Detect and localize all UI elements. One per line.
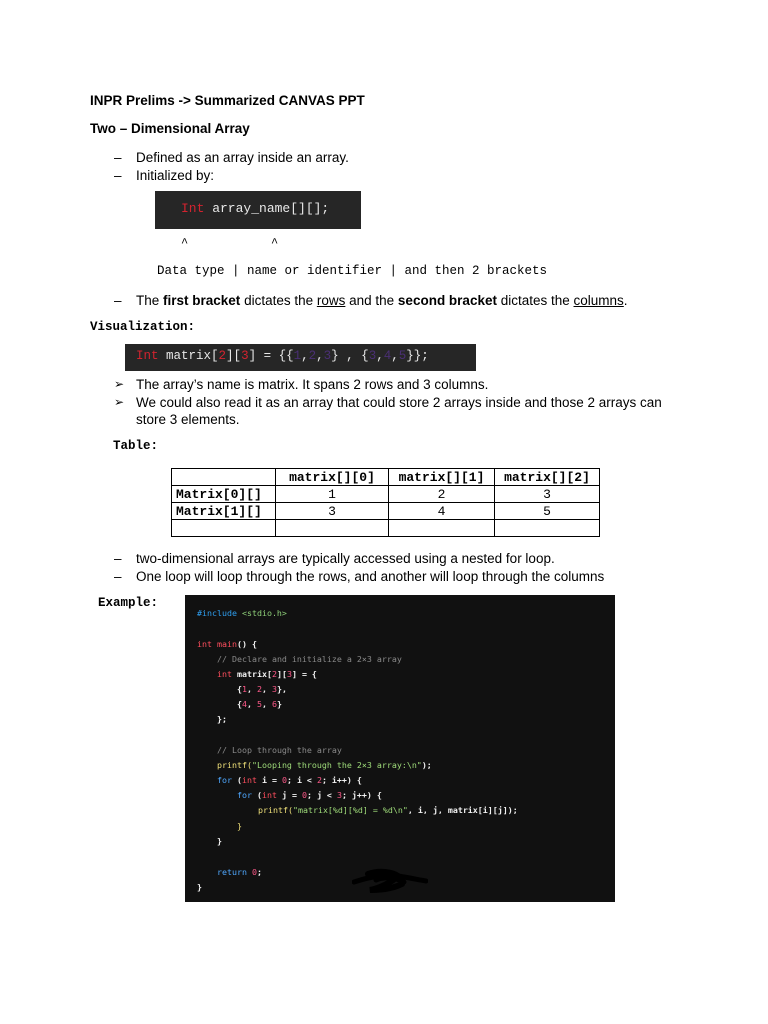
code-line: } xyxy=(197,882,202,892)
code-number: 3 xyxy=(323,349,332,363)
code-token: , xyxy=(262,684,272,694)
code-token: <stdio.h> xyxy=(241,608,287,618)
code-number: 5 xyxy=(398,349,407,363)
code-line xyxy=(217,867,262,877)
code-line xyxy=(237,684,287,694)
note-bold: second bracket xyxy=(397,293,497,308)
matrix-table xyxy=(171,468,600,537)
code-token: } xyxy=(277,699,282,709)
bracket-note xyxy=(136,293,628,308)
caret-marker: ^ xyxy=(181,236,189,250)
visualization-point: We could also read it as an array that could store 2 arrays inside and those 2 arrays can xyxy=(136,395,662,410)
bullet-mark: – xyxy=(114,150,122,165)
code-number: 2 xyxy=(308,349,317,363)
code-number: 4 xyxy=(383,349,392,363)
code-number: 2 xyxy=(218,349,227,363)
note-underline: columns xyxy=(573,293,624,308)
code-token: 3 xyxy=(272,684,277,694)
code-token: { xyxy=(237,699,242,709)
note-text: . xyxy=(623,293,628,308)
code-token: , xyxy=(247,684,257,694)
table-column-header: matrix[][1] xyxy=(389,469,495,486)
code-token: int xyxy=(217,669,237,679)
code-token: 2 xyxy=(257,684,262,694)
code-token: ); xyxy=(507,805,518,815)
bullet-text: Defined as an array inside an array. xyxy=(136,150,349,165)
code-token: 6 xyxy=(272,699,277,709)
table-row xyxy=(172,520,600,537)
note-text: and the xyxy=(345,293,398,308)
table-row-header: Matrix[0][] xyxy=(172,486,276,503)
code-text: ] = {{ xyxy=(248,349,294,363)
code-token: return xyxy=(217,867,252,877)
code-number: 3 xyxy=(368,349,377,363)
code-token: ] = { xyxy=(291,669,317,679)
table-row xyxy=(172,486,600,503)
bullet-text: Initialized by: xyxy=(136,168,215,183)
code-line: } xyxy=(217,836,222,846)
bullet-mark: – xyxy=(114,168,122,183)
table-cell xyxy=(276,520,389,537)
code-text: } , { xyxy=(331,349,369,363)
code-type-keyword: Int xyxy=(136,349,159,363)
code-declaration: array_name[][]; xyxy=(204,201,330,216)
code-type-keyword: Int xyxy=(181,201,205,216)
code-number: 3 xyxy=(241,349,249,363)
code-token: 2 xyxy=(316,775,322,785)
table-column-header: matrix[][2] xyxy=(495,469,600,486)
note-bold: first bracket xyxy=(163,293,241,308)
code-token: ; xyxy=(256,867,262,877)
code-token: ][ xyxy=(276,669,287,679)
code-line xyxy=(217,775,362,785)
bullet-mark: – xyxy=(114,293,122,308)
code-token: }, xyxy=(277,684,287,694)
bullet-text: One loop will loop through the rows, and another will loop through the columns xyxy=(136,569,605,584)
code-token: printf( xyxy=(217,760,252,770)
code-line xyxy=(258,805,518,815)
code-line xyxy=(237,699,282,709)
arrow-bullet-icon: ➢ xyxy=(114,377,125,391)
code-line: } xyxy=(237,821,242,831)
caret-marker: ^ xyxy=(271,236,279,250)
code-token: 0 xyxy=(301,790,307,800)
bullet-mark: – xyxy=(114,569,122,584)
code-line: }; xyxy=(217,714,227,724)
code-text: , xyxy=(391,349,399,363)
bullet-text: two-dimensional arrays are typically accessed using a nested for loop. xyxy=(136,551,555,566)
code-line xyxy=(237,790,382,800)
table-cell xyxy=(495,520,600,537)
code-token: main xyxy=(216,639,237,649)
table-cell: 4 xyxy=(389,503,495,520)
code-line: // Loop through the array xyxy=(217,745,342,755)
code-token: j = xyxy=(281,790,302,800)
code-token: , xyxy=(262,699,272,709)
code-line xyxy=(217,669,317,679)
table-cell: 3 xyxy=(495,486,600,503)
table-cell: 2 xyxy=(389,486,495,503)
code-token: matrix[i][j] xyxy=(447,805,508,815)
example-heading: Example: xyxy=(98,596,159,610)
table-row xyxy=(172,503,600,520)
code-token: i = xyxy=(261,775,282,785)
code-number: 1 xyxy=(293,349,302,363)
code-text: , xyxy=(301,349,309,363)
code-token: ( xyxy=(236,775,242,785)
code-token: ( xyxy=(256,790,262,800)
visualization-point: store 3 elements. xyxy=(136,412,240,427)
table-cell xyxy=(172,520,276,537)
code-text: , xyxy=(376,349,384,363)
code-token: #include xyxy=(197,608,242,618)
code-line: // Declare and initialize a 2×3 array xyxy=(217,654,402,664)
code-screenshot xyxy=(185,595,615,902)
code-token: { xyxy=(237,684,242,694)
code-line xyxy=(197,639,257,649)
table-cell: 5 xyxy=(495,503,600,520)
code-token: ; i < xyxy=(286,775,317,785)
visualization-heading: Visualization: xyxy=(90,320,196,334)
caret-legend: Data type | name or identifier | and then 2 brackets xyxy=(157,264,548,278)
document-title: INPR Prelims -> Summarized CANVAS PPT xyxy=(90,93,365,108)
code-token: 3 xyxy=(286,669,292,679)
table-cell: 3 xyxy=(276,503,389,520)
code-token: "Looping through the 2×3 array:\n" xyxy=(251,760,422,770)
code-text: matrix[ xyxy=(158,349,219,363)
code-token: ); xyxy=(421,760,432,770)
note-text: dictates the xyxy=(240,293,317,308)
code-line xyxy=(217,760,432,770)
code-token: , xyxy=(247,699,257,709)
section-heading: Two – Dimensional Array xyxy=(90,121,250,136)
code-token: 2 xyxy=(271,669,277,679)
note-underline: rows xyxy=(316,293,346,308)
code-token: "matrix[%d][%d] = %d\n" xyxy=(292,805,408,815)
code-line xyxy=(197,608,287,618)
redaction-scribble xyxy=(352,866,428,896)
code-token: 0 xyxy=(251,867,257,877)
code-text: , xyxy=(316,349,324,363)
code-token: 1 xyxy=(242,684,247,694)
code-token: , i, j, xyxy=(407,805,448,815)
code-token: int xyxy=(197,639,217,649)
table-row-header: Matrix[1][] xyxy=(172,503,276,520)
code-text: }}; xyxy=(406,349,429,363)
code-token: 3 xyxy=(336,790,342,800)
table-corner-cell xyxy=(172,469,276,486)
code-token: 0 xyxy=(281,775,287,785)
code-token: int xyxy=(241,775,262,785)
note-text: dictates the xyxy=(496,293,574,308)
table-heading: Table: xyxy=(113,439,159,453)
code-token: ; j < xyxy=(306,790,337,800)
init-code-block xyxy=(155,191,361,229)
code-text: ][ xyxy=(226,349,242,363)
arrow-bullet-icon: ➢ xyxy=(114,395,125,409)
code-token: printf( xyxy=(258,805,293,815)
code-token: for xyxy=(217,775,237,785)
visualization-point: The array’s name is matrix. It spans 2 rows and 3 columns. xyxy=(136,377,489,392)
bullet-mark: – xyxy=(114,551,122,566)
matrix-code-block xyxy=(125,344,476,371)
code-token: 4 xyxy=(242,699,247,709)
table-header-row xyxy=(172,469,600,486)
code-token: for xyxy=(237,790,257,800)
note-text: The xyxy=(136,293,164,308)
code-token: () { xyxy=(236,639,257,649)
table-column-header: matrix[][0] xyxy=(276,469,389,486)
table-cell: 1 xyxy=(276,486,389,503)
code-token: int xyxy=(261,790,282,800)
code-token: matrix[ xyxy=(236,669,272,679)
code-token: ; i++) { xyxy=(321,775,362,785)
code-token: 5 xyxy=(257,699,262,709)
code-token: ; j++) { xyxy=(341,790,382,800)
table-cell xyxy=(389,520,495,537)
